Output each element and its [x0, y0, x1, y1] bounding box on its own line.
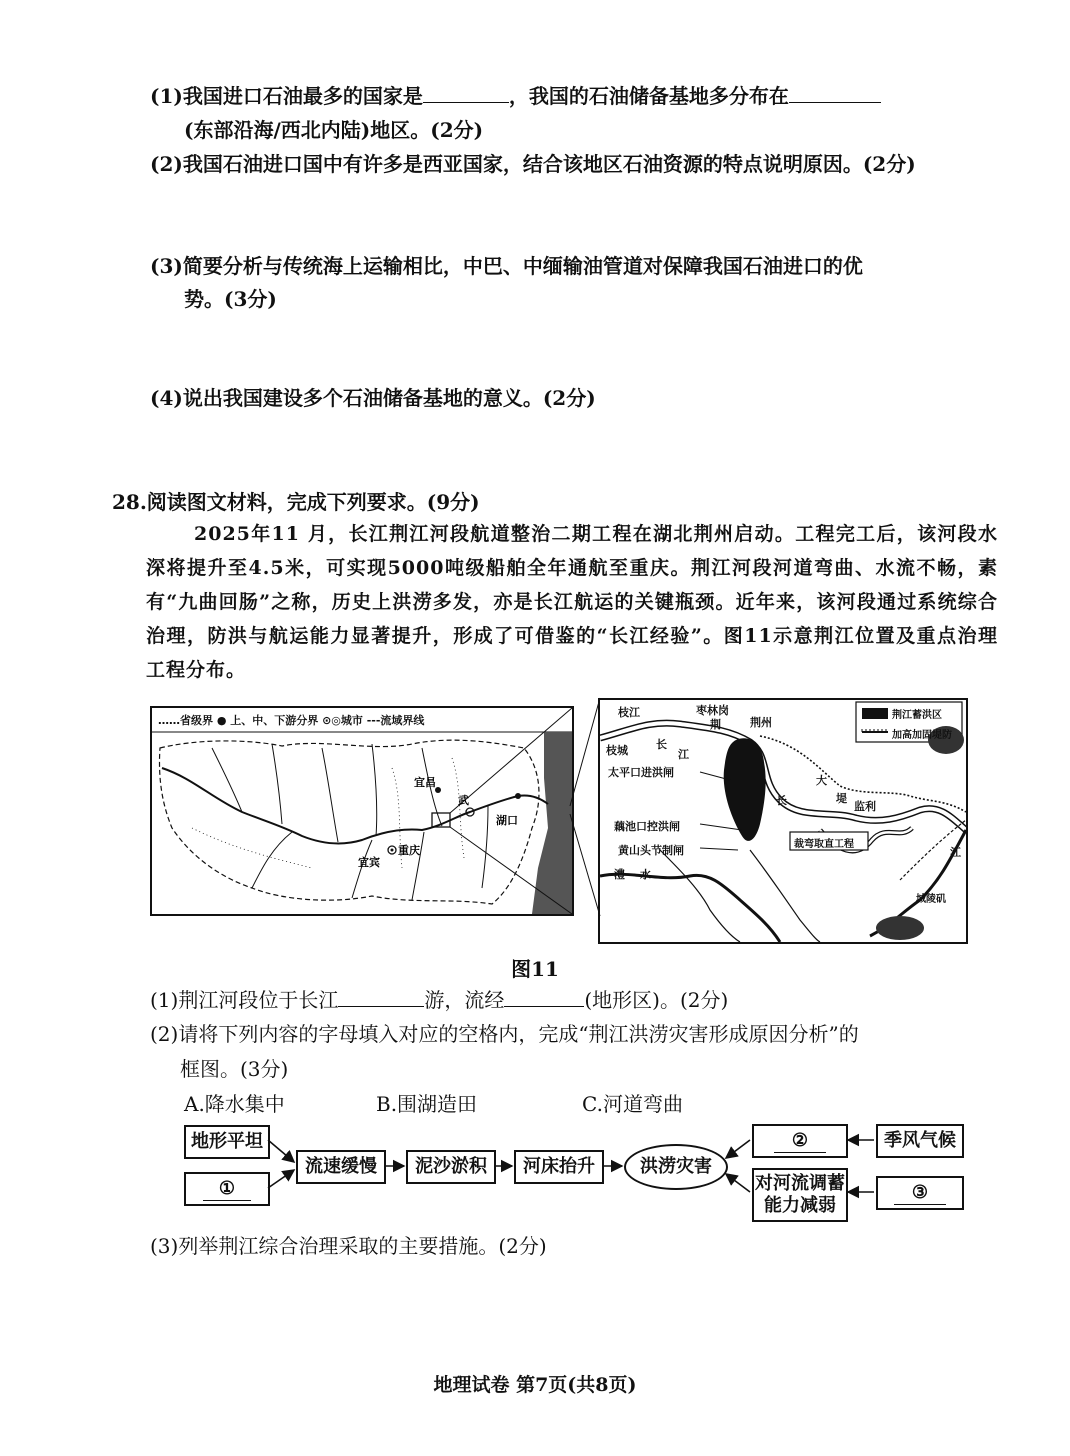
box-slow-flow: 流速缓慢 [296, 1150, 386, 1184]
map-label-chongqing: 重庆 [398, 844, 420, 857]
answer-blank[interactable] [789, 84, 881, 103]
map-label: 城陵矶 [916, 894, 946, 905]
map-label: 荆州 [750, 716, 772, 729]
map-label: 枣林岗 [696, 704, 729, 717]
box-blank-3[interactable]: ③ [876, 1176, 964, 1210]
q27-sub1-line2: (东部沿海/西北内陆)地区。(2分) [184, 118, 484, 142]
legend-levee: 加高加固堤防 [892, 730, 952, 741]
map-label: 长 [656, 738, 667, 751]
option-b: B.围湖造田 [376, 1092, 478, 1116]
box-silt: 泥沙淤积 [406, 1150, 496, 1184]
map-label: 大 [816, 774, 827, 787]
page-footer: 地理试卷 第7页(共8页) [433, 1374, 637, 1396]
q27-sub3-line1: (3)简要分析与传统海上运输相比，中巴、中缅输油管道对保障我国石油进口的优 [150, 254, 863, 278]
map-legend: ……省级界 ● 上、中、下游分界 ⊙◎城市 ---流域界线 [158, 714, 425, 727]
q27-sub2: (2)我国石油进口国中有许多是西亚国家，结合该地区石油资源的特点说明原因。(2分) [150, 152, 916, 176]
box-regulation: 对河流调蓄能力减弱 [752, 1168, 848, 1222]
map-label-yichang: 宜昌 [414, 776, 436, 789]
box-flood-disaster: 洪涝灾害 [624, 1144, 728, 1190]
box-monsoon: 季风气候 [876, 1124, 964, 1158]
flow-arrows [0, 1110, 1070, 1230]
q27-sub1-line1: (1)我国进口石油最多的国家是 ，我国的石油储备基地多分布在 [150, 82, 881, 110]
answer-blank[interactable] [338, 988, 424, 1007]
map-label: 江 [678, 748, 689, 761]
map-label: 荆 [710, 718, 721, 731]
q28-heading: 28.阅读图文材料，完成下列要求。(9分) [112, 490, 480, 514]
map-label: 黄山头节制闸 [618, 844, 684, 857]
map-label-hukou: 湖口 [496, 814, 518, 827]
figure-caption: 图11 [511, 957, 559, 981]
q28-sub2-line1: (2)请将下列内容的字母填入对应的空格内，完成“荆江洪涝灾害形成原因分析”的 [150, 1022, 859, 1046]
answer-blank[interactable] [423, 84, 509, 103]
map-label: 澧 [614, 868, 625, 881]
map-label: 太平口进洪闸 [608, 766, 674, 779]
map-label: 长 [776, 794, 787, 807]
legend-flood-storage: 荆江蓄洪区 [892, 710, 942, 721]
map-label: 藕池口控洪闸 [614, 820, 680, 833]
box-blank-2[interactable]: ② [752, 1124, 848, 1158]
map-label: 水 [640, 868, 651, 881]
map-label: 监利 [854, 800, 876, 813]
q28-material: 2025年11 月，长江荆江河段航道整治二期工程在湖北荆州启动。工程完工后，该河段水深将提升至4.5米，可实现5000吨级船舶全年通航至重庆。荆江河段河道弯曲、水流不畅，素有“九曲回肠”之称，历史上洪涝多发，亦是长江航运的关键瓶颈。近年来，该河段通过系统综合治理，防洪与航运能力显著提升，形成了可借鉴的“长江经验”。图11示意荆江位置及重点治理工程分布。 [146, 523, 998, 681]
map-label: 枝江 [618, 706, 640, 719]
map-label: 堤 [836, 792, 847, 805]
option-a: A.降水集中 [184, 1092, 285, 1116]
map-label: 裁弯取直工程 [794, 839, 854, 850]
map-label-yibin: 宜宾 [358, 856, 380, 869]
figure-map-overview [150, 706, 574, 916]
q28-sub1: (1)荆江河段位于长江 游，流经 (地形区)。(2分) [150, 988, 729, 1012]
figure-map-detail [598, 698, 968, 944]
map-label: 枝城 [606, 744, 628, 757]
map-label-wu: 武 [458, 794, 469, 807]
box-terrain: 地形平坦 [184, 1125, 270, 1159]
option-c: C.河道弯曲 [582, 1092, 683, 1116]
q28-sub2-line2: 框图。(3分) [180, 1057, 289, 1081]
map-label: 江 [950, 846, 961, 859]
box-blank-1[interactable]: ① [184, 1172, 270, 1206]
q28-sub3: (3)列举荆江综合治理采取的主要措施。(2分) [150, 1234, 547, 1258]
answer-blank[interactable] [504, 988, 584, 1007]
box-riverbed: 河床抬升 [514, 1150, 604, 1184]
q27-sub3-line2: 势。(3分) [184, 287, 277, 311]
q27-sub4: (4)说出我国建设多个石油储备基地的意义。(2分) [150, 386, 596, 410]
